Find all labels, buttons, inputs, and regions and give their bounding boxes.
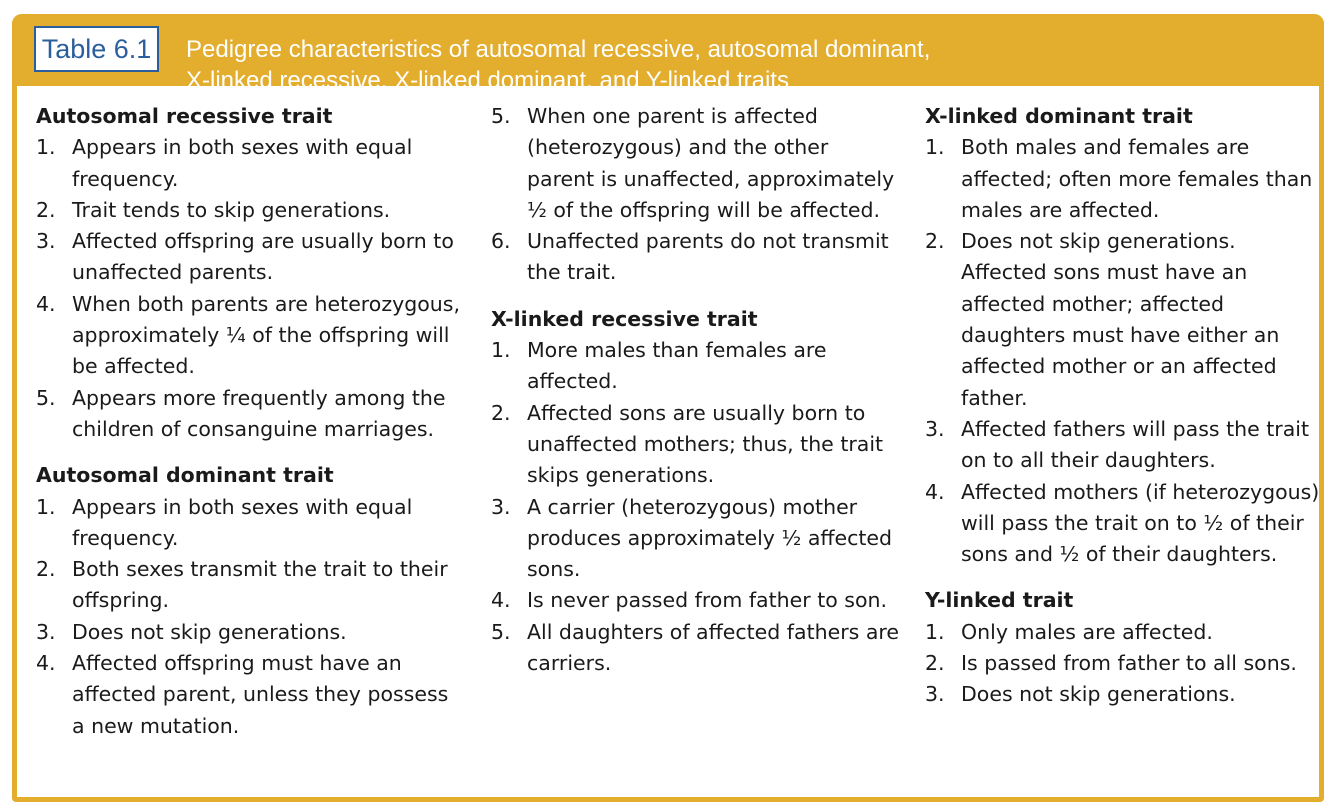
item-text: Both males and females are affected; often more females than males are affected.	[961, 135, 1313, 222]
list-item	[491, 226, 901, 289]
item-number: 3.	[491, 494, 511, 519]
item-list	[491, 101, 901, 289]
item-text: Affected fathers will pass the trait on to all their daughters.	[961, 416, 1309, 473]
list-item	[36, 492, 466, 555]
item-text: Trait tends to skip generations.	[72, 197, 391, 222]
list-item	[36, 289, 466, 383]
list-item	[36, 226, 466, 289]
item-text: More males than females are affected.	[527, 338, 827, 394]
item-number: 3.	[925, 416, 945, 441]
item-text: Does not skip generations.	[961, 682, 1236, 707]
table-title-line-1: Pedigree characteristics of autosomal recessive, autosomal dominant,	[186, 36, 931, 63]
list-item	[36, 554, 466, 617]
list-item	[491, 617, 901, 680]
table-header	[12, 14, 1324, 94]
list-item	[925, 226, 1320, 414]
item-number: 4.	[36, 651, 56, 676]
item-list	[36, 132, 466, 445]
item-number: 1.	[925, 619, 945, 644]
list-item	[925, 132, 1320, 226]
item-text: Appears in both sexes with equal frequency.	[72, 135, 413, 191]
list-item	[491, 398, 901, 492]
list-item	[491, 335, 901, 398]
item-number: 5.	[491, 104, 511, 128]
section-title: X-linked recessive trait	[491, 306, 758, 331]
list-item	[36, 648, 466, 742]
item-text: Appears in both sexes with equal frequency.	[72, 494, 413, 550]
section-autosomal-dominant-continued	[491, 101, 901, 289]
item-text: Is passed from father to all sons.	[961, 651, 1297, 676]
item-text: Does not skip generations. Affected sons must have an affected mother; affected daughters must have either an affected mother or an affected father.	[961, 229, 1280, 410]
item-list	[491, 335, 901, 679]
section-y-linked	[925, 585, 1320, 710]
item-number: 2.	[925, 651, 945, 676]
item-text: A carrier (heterozygous) mother produces approximately ¹⁄₂ affected sons.	[527, 494, 893, 582]
list-item	[36, 132, 466, 195]
list-item	[925, 617, 1320, 648]
item-number: 4.	[491, 588, 511, 613]
list-item	[925, 679, 1320, 710]
item-text: Affected mothers (if heterozygous) will pass the trait on to ¹⁄₂ of their sons and ¹⁄₂ of their daughters.	[961, 479, 1320, 567]
column-1	[36, 101, 466, 742]
item-text: When both parents are heterozygous, approximately ¹⁄₄ of the offspring will be affected.	[72, 291, 460, 379]
item-list	[36, 492, 466, 742]
item-number: 5.	[36, 385, 56, 410]
section-autosomal-recessive	[36, 101, 466, 445]
item-text: Is never passed from father to son.	[527, 588, 888, 613]
list-item	[925, 648, 1320, 679]
item-list	[925, 132, 1320, 570]
item-number: 2.	[925, 229, 945, 254]
item-text: Affected sons are usually born to unaffected mothers; thus, the trait skips generations.	[527, 400, 884, 488]
item-text: Unaffected parents do not transmit the trait.	[527, 229, 889, 285]
item-number: 1.	[491, 338, 511, 363]
section-x-linked-dominant	[925, 101, 1320, 570]
item-text: Both sexes transmit the trait to their offspring.	[72, 557, 448, 613]
list-item	[491, 101, 901, 226]
list-item	[36, 617, 466, 648]
section-title: Autosomal dominant trait	[36, 463, 334, 488]
table-title	[186, 34, 1306, 96]
item-text: Only males are affected.	[961, 619, 1213, 644]
list-item	[36, 195, 466, 226]
section-title: Y-linked trait	[925, 588, 1074, 613]
item-number: 1.	[36, 494, 56, 519]
section-x-linked-recessive	[491, 304, 901, 680]
item-list	[925, 617, 1320, 711]
item-number: 6.	[491, 229, 511, 254]
section-title: Autosomal recessive trait	[36, 104, 333, 128]
list-item	[925, 414, 1320, 477]
item-number: 3.	[36, 619, 56, 644]
list-item	[491, 492, 901, 586]
item-text: All daughters of affected fathers are carriers.	[527, 619, 900, 676]
item-text: When one parent is affected (heterozygous) and the other parent is unaffected, approximately ¹⁄₂ of the offspring will be affected.	[527, 104, 895, 222]
item-text: Affected offspring must have an affected parent, unless they possess a new mutation.	[72, 651, 449, 738]
list-item	[491, 585, 901, 616]
item-number: 1.	[925, 135, 945, 160]
item-number: 3.	[36, 229, 56, 254]
item-text: Appears more frequently among the children of consanguine marriages.	[72, 385, 446, 441]
item-text: Affected offspring are usually born to unaffected parents.	[72, 229, 454, 285]
section-autosomal-dominant	[36, 460, 466, 742]
column-2	[491, 101, 901, 679]
item-number: 4.	[925, 479, 945, 504]
item-number: 2.	[36, 557, 56, 582]
item-number: 2.	[36, 197, 56, 222]
item-number: 2.	[491, 400, 511, 425]
table-number-label: Table 6.1	[34, 26, 159, 72]
item-number: 5.	[491, 619, 511, 644]
column-3	[925, 101, 1320, 711]
item-number: 4.	[36, 291, 56, 316]
section-title: X-linked dominant trait	[925, 104, 1193, 128]
list-item	[925, 477, 1320, 571]
item-text: Does not skip generations.	[72, 619, 347, 644]
item-number: 3.	[925, 682, 945, 707]
item-number: 1.	[36, 135, 56, 160]
table-title-line-2: X-linked recessive, X-linked dominant, and Y-linked traits	[186, 67, 789, 94]
list-item	[36, 383, 466, 446]
